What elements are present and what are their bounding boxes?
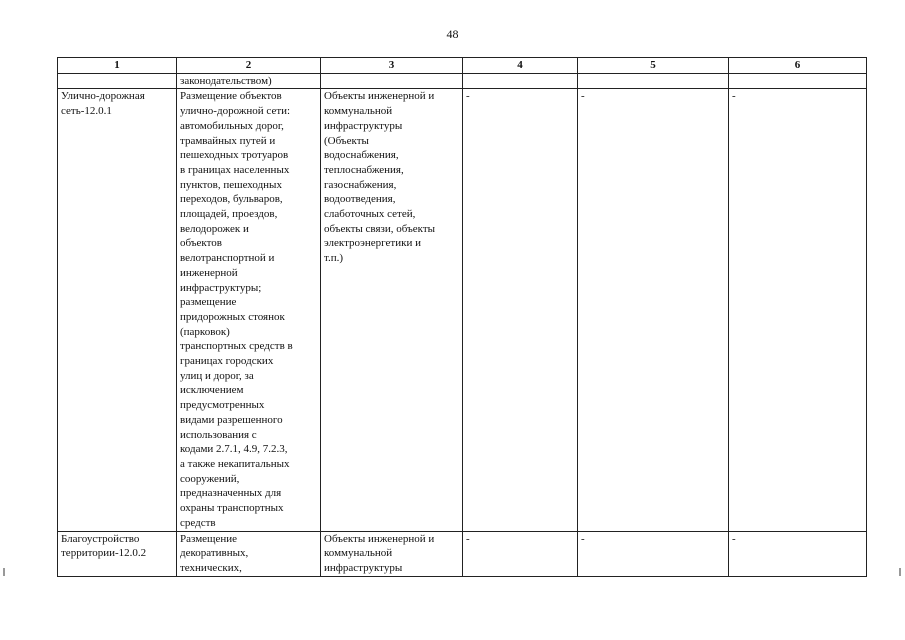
column-header-3: 3 — [321, 58, 463, 74]
table-cell — [58, 73, 177, 89]
table-cell: Размещение декоративных, технических, — [177, 531, 321, 576]
table-cell — [321, 73, 463, 89]
table-cell — [578, 73, 729, 89]
table-header-row — [58, 58, 867, 74]
table-cell: Размещение объектов улично-дорожной сети: автомобильных дорог, трамвайных путей и пешеходных тротуаров в границах населенных пунктов, пешеходных переходов, бульваров, площадей, проездов, велодорожек и объектов велотранспортной и инженерной инфраструктуры; размещение придорожных стоянок (парковок) транспортных средств в границах городских улиц и дорог, за исключением предусмотренных видами разрешенного использования с кодами 2.7.1, 4.9, 7.2.3, а также некапитальных сооружений, предназначенных для охраны транспортных средств — [177, 89, 321, 531]
column-header-4: 4 — [463, 58, 578, 74]
table-cell: - — [578, 531, 729, 576]
table-cell: законодательством) — [177, 73, 321, 89]
table-cell: Благоустройство территории-12.0.2 — [58, 531, 177, 576]
scan-margin-mark-right — [899, 568, 901, 576]
table-row — [58, 89, 867, 531]
table-cell: - — [463, 89, 578, 531]
table-cell — [729, 73, 867, 89]
table-cell: Объекты инженерной и коммунальной инфраструктуры — [321, 531, 463, 576]
column-header-6: 6 — [729, 58, 867, 74]
table-cell: - — [729, 531, 867, 576]
scan-margin-mark-left — [3, 568, 5, 576]
table-cell: Объекты инженерной и коммунальной инфраструктуры (Объекты водоснабжения, теплоснабжения, газоснабжения, водоотведения, слаботочных сетей, объекты связи, объекты электроэнергетики и т.п.) — [321, 89, 463, 531]
table-row-continuation — [58, 73, 867, 89]
zoning-table — [57, 57, 867, 577]
table-cell — [463, 73, 578, 89]
column-header-2: 2 — [177, 58, 321, 74]
table-row — [58, 531, 867, 576]
column-header-5: 5 — [578, 58, 729, 74]
table-cell: - — [578, 89, 729, 531]
table-cell: Улично-дорожная сеть-12.0.1 — [58, 89, 177, 531]
page-number: 48 — [446, 27, 459, 41]
table-cell: - — [729, 89, 867, 531]
column-header-1: 1 — [58, 58, 177, 74]
table-cell: - — [463, 531, 578, 576]
